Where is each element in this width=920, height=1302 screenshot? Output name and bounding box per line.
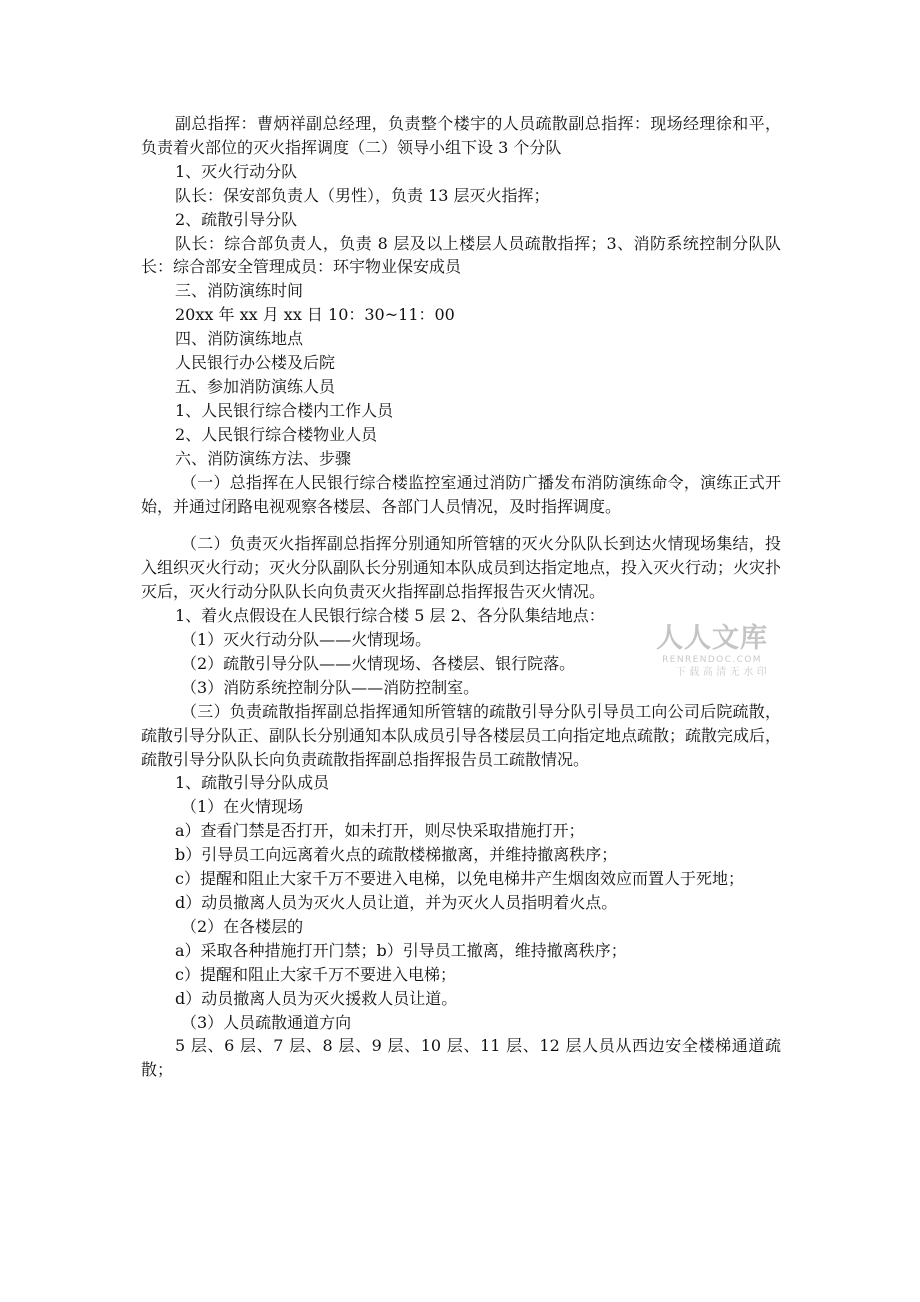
paragraph: （1）灭火行动分队——火情现场。 xyxy=(181,630,432,650)
paragraph: （二）负责灭火指挥副总指挥分别通知所管辖的灭火分队队长到达火情现场集结，投入组织灭火行动；灭火分队副队长分别通知本队成员到达指定地点，投入灭火行动；火灾扑灭后，灭火行动分队队长向负责灭火指挥副总指挥报告灭火情况。 xyxy=(141,534,782,602)
paragraph: 20xx 年 xx 月 xx 日 10：30~11：00 xyxy=(175,305,455,325)
watermark-tagline: 下载高清无水印 xyxy=(675,667,771,678)
section-heading: 四、消防演练地点 xyxy=(175,329,304,349)
paragraph: （3）人员疏散通道方向 xyxy=(181,1012,352,1032)
paragraph-spacer xyxy=(141,518,781,532)
paragraph: 队长：保安部负责人（男性），负责 13 层灭火指挥； xyxy=(175,185,550,205)
watermark-logo: 人人文库 xyxy=(656,623,768,654)
watermark-domain: RENRENDOC.COM xyxy=(662,655,762,665)
paragraph: d）动员撤离人员为灭火人员让道，并为灭火人员指明着火点。 xyxy=(175,893,618,912)
paragraph: 1、疏散引导分队成员 xyxy=(175,773,330,793)
paragraph: （一）总指挥在人民银行综合楼监控室通过消防广播发布消防演练命令，演练正式开始，并通过闭路电视观察各楼层、各部门人员情况，及时指挥调度。 xyxy=(141,472,781,516)
paragraph: b）引导员工向远离着火点的疏散楼梯撤离，并维持撤离秩序； xyxy=(175,845,618,865)
paragraph: （三）负责疏散指挥副总指挥通知所管辖的疏散引导分队引导员工向公司后院疏散，疏散引导分队正、副队长分别通知本队成员引导各楼层员工向指定地点疏散；疏散完成后，疏散引导分队队长向负责疏散指挥副总指挥报告员工疏散情况。 xyxy=(141,701,782,769)
section-heading: 六、消防演练方法、步骤 xyxy=(175,448,352,468)
paragraph: 队长：综合部负责人，负责 8 层及以上楼层人员疏散指挥；3、消防系统控制分队队长：综合部安全管理成员：环宇物业保安成员 xyxy=(141,233,781,277)
paragraph: c）提醒和阻止大家千万不要进入电梯，以免电梯井产生烟囱效应而置人于死地； xyxy=(175,869,744,889)
paragraph: （2）疏散引导分队——火情现场、各楼层、银行院落。 xyxy=(181,653,576,673)
paragraph: 5 层、6 层、7 层、8 层、9 层、10 层、11 层、12 层人员从西边安全楼梯通道疏散； xyxy=(141,1036,781,1080)
paragraph: 2、人民银行综合楼物业人员 xyxy=(175,424,378,444)
paragraph: 人民银行办公楼及后院 xyxy=(175,353,336,373)
paragraph: 1、灭火行动分队 xyxy=(175,161,298,181)
section-heading: 五、参加消防演练人员 xyxy=(175,376,336,396)
paragraph: （1）在火情现场 xyxy=(181,797,304,817)
paragraph: 1、着火点假设在人民银行综合楼 5 层 2、各分队集结地点： xyxy=(175,606,605,626)
paragraph: 2、疏散引导分队 xyxy=(175,209,298,229)
paragraph: a）查看门禁是否打开，如未打开，则尽快采取措施打开； xyxy=(175,821,585,841)
watermark xyxy=(648,624,776,680)
paragraph: 1、人民银行综合楼内工作人员 xyxy=(175,400,394,420)
document-body xyxy=(141,112,781,1082)
section-heading: 三、消防演练时间 xyxy=(175,281,304,301)
paragraph: c）提醒和阻止大家千万不要进入电梯； xyxy=(175,964,456,984)
paragraph: （2）在各楼层的 xyxy=(181,916,304,936)
paragraph: a）采取各种措施打开门禁；b）引导员工撤离，维持撤离秩序； xyxy=(175,940,627,960)
paragraph: 副总指挥：曹炳祥副总经理，负责整个楼宇的人员疏散副总指挥：现场经理徐和平，负责着火部位的灭火指挥调度（二）领导小组下设 3 个分队 xyxy=(141,114,781,157)
paragraph: （3）消防系统控制分队——消防控制室。 xyxy=(181,677,480,697)
paragraph: d）动员撤离人员为灭火援救人员让道。 xyxy=(175,988,458,1008)
